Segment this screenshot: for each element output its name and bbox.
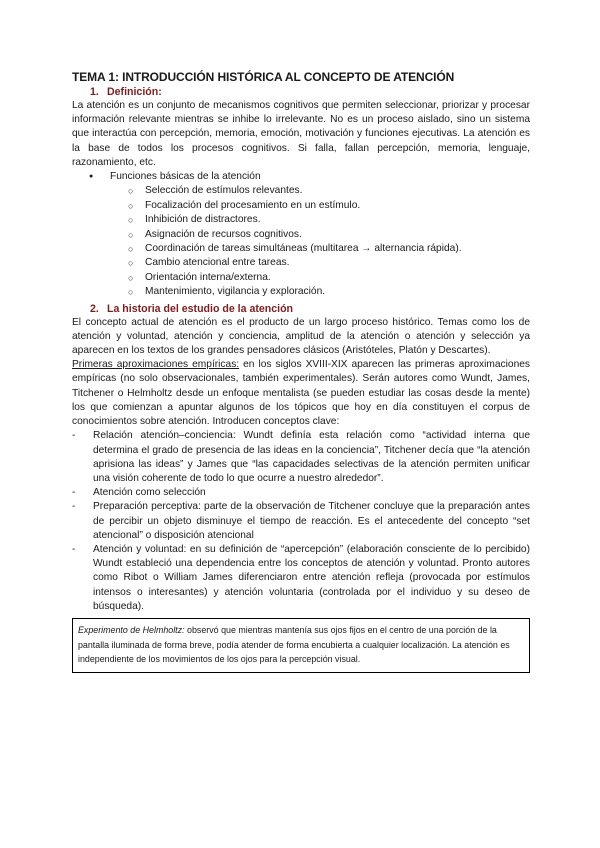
list-item: - Atención y voluntad: en su definición de “apercepción” (elaboración consciente de lo percibido) Wundt estableció una dependencia entre los conceptos de atención y voluntad. Pronto autores como Ribot o William James diferenciaron entre atención refleja (provocada por estímulos intensos o interesantes) y atención voluntaria (controlada por el individuo y su deseo de búsqueda). (72, 543, 530, 614)
list-item: ○ Focalización del procesamiento en un estímulo. (72, 199, 530, 213)
functions-list (72, 184, 530, 299)
list-item: ○ Selección de estímulos relevantes. (72, 184, 530, 198)
helmholtz-experiment-box (72, 618, 530, 673)
list-item: ○ Inhibición de distractores. (72, 213, 530, 227)
key-concepts-list (72, 429, 530, 614)
empirical-paragraph (72, 358, 530, 429)
functions-bullet-text: Funciones básicas de la atención (110, 171, 261, 183)
list-item: ○ Asignación de recursos cognitivos. (72, 228, 530, 242)
document-page (72, 70, 530, 673)
list-item: - Atención como selección (72, 486, 530, 500)
empirical-heading: Primeras aproximaciones empíricas: (72, 359, 240, 371)
list-item: - Preparación perceptiva: parte de la observación de Titchener concluye que la preparación antes de percibir un objeto disminuye el tiempo de reacción. Es el antecedente del concepto “set atencional” o disposición atencional (72, 500, 530, 543)
section-2-heading (72, 302, 530, 316)
section-1-number: 1. (90, 86, 99, 98)
list-item: ○ Cambio atencional entre tareas. (72, 256, 530, 270)
empirical-text: en los siglos XVIII-XIX aparecen las primeras aproximaciones empíricas (no solo observacionales, también experimentales). Serán autores como Wundt, James, Titchener o Helmholtz desde un enfoque mentalista (se pueden estudiar las cosas desde la mente) los que comienzan a apuntar algunos de los tópicos que hoy en día constituyen el corpus de conocimientos sobre atención. Introducen conceptos clave: (72, 359, 530, 428)
document-title: TEMA 1: INTRODUCCIÓN HISTÓRICA AL CONCEPTO DE ATENCIÓN (72, 70, 455, 84)
section-2-number: 2. (90, 302, 99, 315)
list-item: - Relación atención–conciencia: Wundt definía esta relación como “actividad interna que determina el grado de presencia de las ideas en la conciencia”, Titchener decía que “la atención aprisiona las ideas” y James que “las capacidades selectivas de la atención permiten unificar una visión coherente de todo lo que ocurre a nuestro alrededor”. (72, 429, 530, 486)
list-item: ○ Mantenimiento, vigilancia y exploración. (72, 285, 530, 299)
functions-bullet (72, 170, 530, 184)
functions-bullet-list (72, 170, 530, 184)
definition-paragraph: La atención es un conjunto de mecanismos cognitivos que permiten seleccionar, priorizar y procesar información relevante mientras se inhibe lo irrelevante. No es un proceso aislado, sino un sistema que interactúa con percepción, memoria, emoción, motivación y funciones ejecutivas. La atención es la base de todos los procesos cognitivos. Si falla, fallan percepción, memoria, lenguaje, razonamiento, etc. (72, 100, 530, 168)
history-paragraph: El concepto actual de atención es el producto de un largo proceso histórico. Temas como los de atención y voluntad, atención y conciencia, amplitud de la atención o atención y selección ya aparecen en los textos de los grandes pensadores clásicos (Aristóteles, Platón y Descartes). (72, 316, 530, 357)
section-1-heading-text: Definición: (107, 86, 162, 98)
box-title: Experimento de Helmholtz: (78, 624, 185, 635)
list-item: ○ Coordinación de tareas simultáneas (multitarea → alternancia rápida). (72, 242, 530, 256)
section-2-heading-text: La historia del estudio de la atención (107, 302, 294, 315)
box-text: observó que mientras mantenía sus ojos fijos en el centro de una porción de la pantalla iluminada de forma breve, podía atender de forma encubierta a cualquier localización. La atención es independiente de los movimientos de los ojos para la percepción visual. (78, 624, 510, 665)
section-1-heading (72, 85, 530, 99)
list-item: ○ Orientación interna/externa. (72, 271, 530, 285)
